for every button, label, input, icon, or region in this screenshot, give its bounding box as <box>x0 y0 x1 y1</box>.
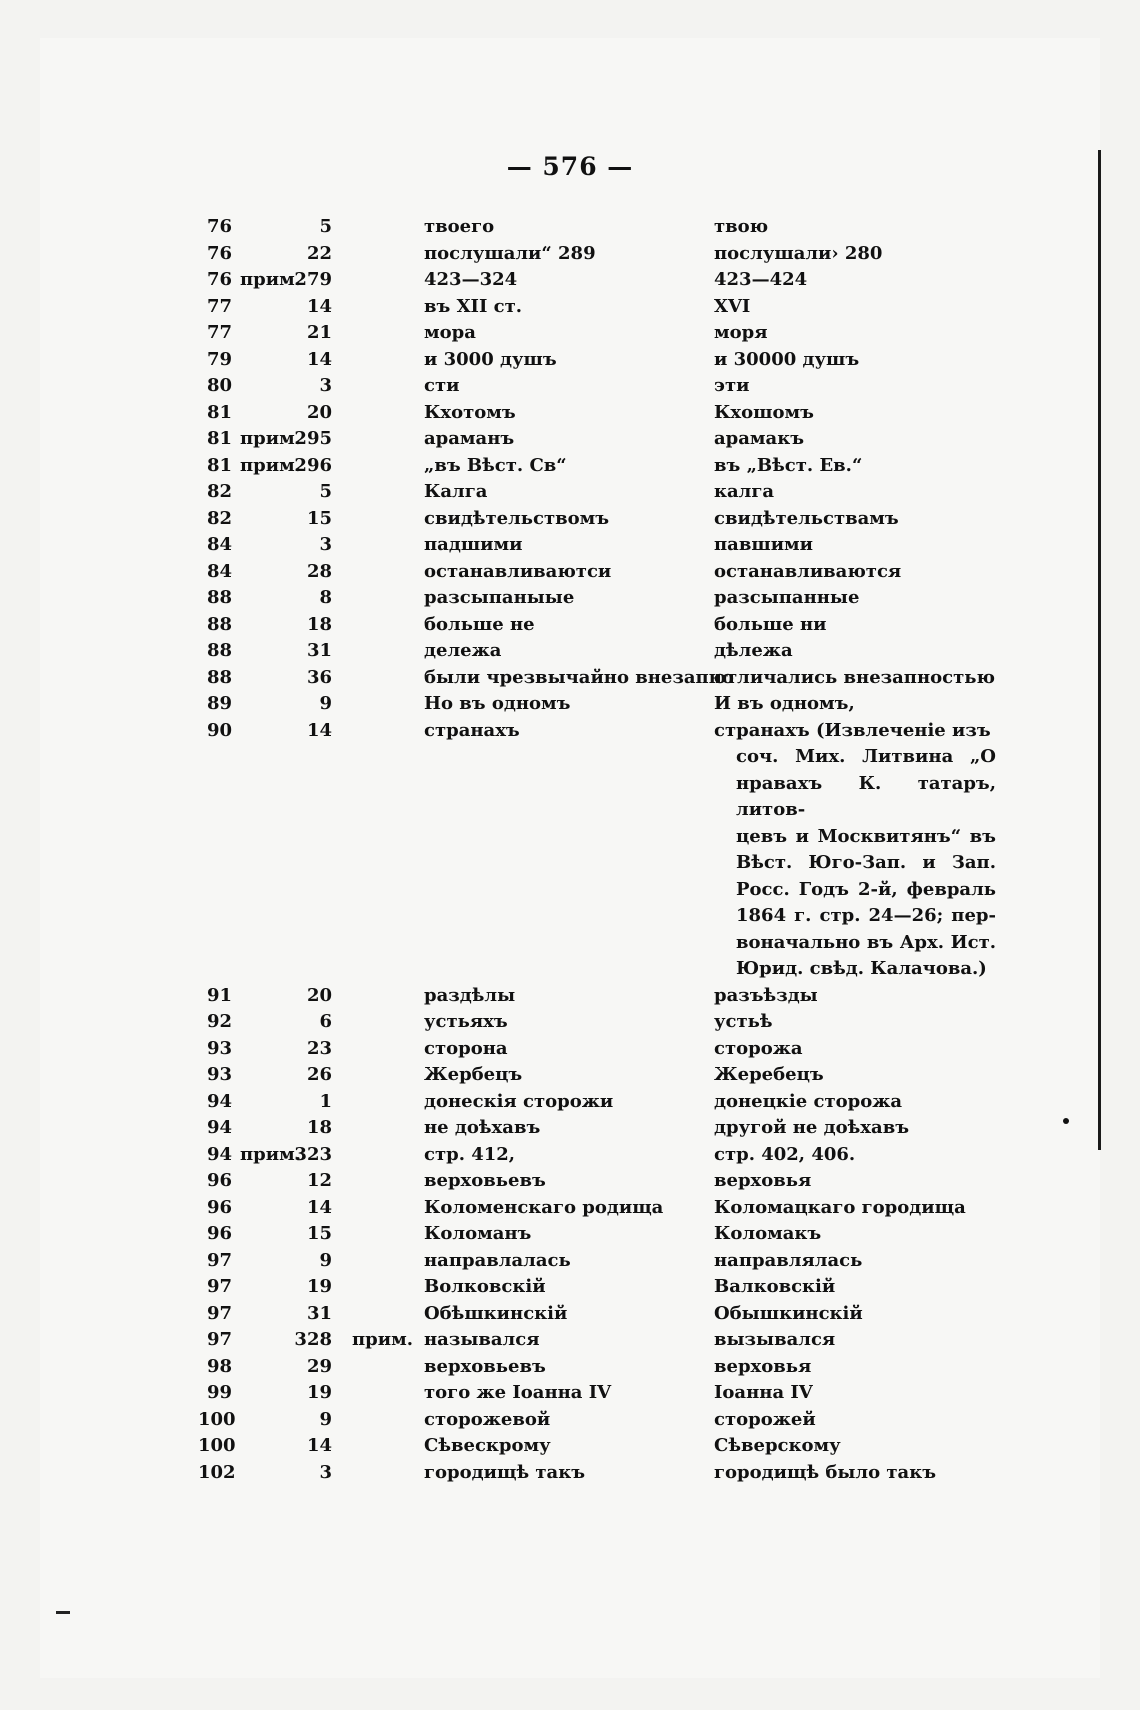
line-ref: 28 <box>306 560 332 582</box>
correct-text <box>714 691 996 718</box>
printed-text: направлалась <box>424 1249 571 1271</box>
correct-line: разсыпанные <box>714 587 860 608</box>
page-ref: 96 <box>206 1223 232 1244</box>
line-ref: 15 <box>306 1223 332 1244</box>
page-ref: 88 <box>206 666 232 688</box>
printed-text: Но въ одномъ <box>424 693 571 714</box>
line-ref: 29 <box>306 1355 332 1377</box>
printed-text: дележа <box>424 640 502 661</box>
printed-text: верховьевъ <box>424 1170 546 1191</box>
errata-row <box>198 214 1018 241</box>
errata-row <box>198 1195 1018 1222</box>
line-ref: 18 <box>306 613 332 635</box>
correct-text <box>714 665 996 692</box>
printed-text: падшими <box>424 534 523 555</box>
line-ref: 18 <box>306 1117 332 1138</box>
printed-text: разсыпаныые <box>424 587 575 608</box>
correct-line: XVI <box>714 295 751 317</box>
page-ref: 81 <box>206 401 232 423</box>
page-ref: 84 <box>206 560 232 582</box>
correct-line: Коломакъ <box>714 1223 822 1244</box>
errata-row <box>198 453 1018 480</box>
errata-row <box>198 347 1018 374</box>
page-ref: 97 <box>206 1329 232 1350</box>
correct-text <box>714 1009 996 1036</box>
errata-row <box>198 294 1018 321</box>
correct-line: 423—424 <box>714 269 808 290</box>
page-ref: 94 <box>206 1090 232 1112</box>
line-ref: 3 <box>319 375 332 396</box>
correct-continuation-line: воначально въ Арх. Ист. <box>736 931 996 953</box>
line-ref: 12 <box>306 1170 332 1191</box>
line-ref: 36 <box>306 666 332 688</box>
line-ref: 9 <box>319 1408 332 1430</box>
correct-text <box>714 1062 996 1089</box>
ink-dot <box>1063 1118 1069 1124</box>
note-marker: прим. <box>240 1143 302 1165</box>
printed-text: стр. 412, <box>424 1143 516 1165</box>
correct-text <box>714 532 996 559</box>
errata-row <box>198 1089 1018 1116</box>
errata-table <box>198 214 1018 1486</box>
page-ref: 76 <box>206 216 232 237</box>
errata-row <box>198 1460 1018 1487</box>
page-ref: 76 <box>206 242 232 264</box>
note-marker: прим. <box>240 428 302 449</box>
line-ref: 14 <box>306 295 332 317</box>
page-ref: 94 <box>206 1117 232 1138</box>
correct-line: дѣлежа <box>714 640 793 661</box>
correct-text <box>714 559 996 586</box>
page-ref: 93 <box>206 1064 232 1085</box>
errata-row <box>198 532 1018 559</box>
correct-line: Валковскій <box>714 1276 836 1297</box>
correct-line: странахъ (Извлеченіе изъ <box>714 719 991 741</box>
page-edge-line <box>1098 150 1101 1150</box>
line-ref: 5 <box>319 216 332 237</box>
correct-line: свидѣтельствамъ <box>714 507 899 529</box>
correct-text <box>714 1327 996 1354</box>
line-ref: 8 <box>319 587 332 608</box>
printed-text: того же Іоанна IV <box>424 1382 612 1403</box>
correct-text <box>714 585 996 612</box>
errata-row <box>198 665 1018 692</box>
line-ref: 3 <box>319 1461 332 1483</box>
page-number: — 576 — <box>506 152 634 181</box>
correct-text <box>714 1380 996 1407</box>
printed-text: больше не <box>424 613 535 635</box>
correct-line: Сѣверскому <box>714 1435 841 1456</box>
correct-text <box>714 612 996 639</box>
correct-line: и 30000 душъ <box>714 348 860 370</box>
correct-text <box>714 1301 996 1328</box>
correct-text <box>714 983 996 1010</box>
correct-text <box>714 718 996 983</box>
errata-row <box>198 1248 1018 1275</box>
errata-row <box>198 638 1018 665</box>
line-ref: 295 <box>294 428 332 449</box>
correct-text <box>714 241 996 268</box>
correct-line: верховья <box>714 1170 812 1191</box>
line-ref: 14 <box>306 1196 332 1218</box>
line-ref: 20 <box>306 401 332 423</box>
printed-text: не доѣхавъ <box>424 1117 541 1138</box>
correct-text <box>714 1460 996 1487</box>
printed-text: Коломенскаго родища <box>424 1196 664 1218</box>
correct-text <box>714 426 996 453</box>
line-ref: 22 <box>306 242 332 264</box>
correct-text <box>714 1433 996 1460</box>
correct-line: разъѣзды <box>714 984 818 1006</box>
printed-text: сти <box>424 375 460 396</box>
correct-text <box>714 1168 996 1195</box>
printed-text: раздѣлы <box>424 984 516 1006</box>
correct-text <box>714 479 996 506</box>
page-ref: 77 <box>206 322 232 343</box>
printed-text: останавливаютси <box>424 560 612 582</box>
line-ref: 19 <box>306 1382 332 1403</box>
correct-line: И въ одномъ, <box>714 693 855 714</box>
line-ref: 14 <box>306 719 332 741</box>
errata-row <box>198 426 1018 453</box>
page-ref: 80 <box>206 375 232 396</box>
correct-text <box>714 1115 996 1142</box>
page-ref: 90 <box>206 719 232 741</box>
page-ref: 82 <box>206 507 232 529</box>
errata-row <box>198 1354 1018 1381</box>
errata-row <box>198 479 1018 506</box>
line-ref: 296 <box>294 454 332 476</box>
printed-text: мора <box>424 322 476 343</box>
errata-row <box>198 1009 1018 1036</box>
page-ref: 84 <box>206 534 232 555</box>
note-suffix: прим. <box>352 1329 414 1350</box>
line-ref: 21 <box>306 322 332 343</box>
page-ref: 88 <box>206 613 232 635</box>
line-ref: 23 <box>306 1037 332 1059</box>
page-ref: 97 <box>206 1302 232 1324</box>
errata-row <box>198 1221 1018 1248</box>
page-ref: 79 <box>206 348 232 370</box>
errata-row <box>198 1380 1018 1407</box>
errata-row <box>198 241 1018 268</box>
page-ref: 88 <box>206 640 232 661</box>
line-ref: 14 <box>306 348 332 370</box>
correct-line: отличались внезапностью <box>714 666 995 688</box>
line-ref: 26 <box>306 1064 332 1085</box>
page-ref: 92 <box>206 1011 232 1032</box>
correct-text <box>714 1354 996 1381</box>
correct-line: устьѣ <box>714 1011 773 1032</box>
errata-row <box>198 691 1018 718</box>
errata-row <box>198 1433 1018 1460</box>
correct-line: другой не доѣхавъ <box>714 1117 910 1138</box>
line-ref: 279 <box>294 269 332 290</box>
correct-continuation-line: Росс. Годъ 2-й, февраль <box>736 878 996 900</box>
printed-text: Сѣвескрому <box>424 1435 551 1456</box>
line-ref: 1 <box>319 1090 332 1112</box>
correct-line: больше ни <box>714 613 827 635</box>
page-ref: 96 <box>206 1170 232 1191</box>
page-ref: 76 <box>206 269 232 290</box>
errata-row <box>198 267 1018 294</box>
printed-text: твоего <box>424 216 495 237</box>
correct-continuation-line: Вѣст. Юго-Зап. и Зап. <box>736 852 996 873</box>
correct-continuation-line: Юрид. свѣд. Калачова.) <box>736 958 987 979</box>
correct-text <box>714 373 996 400</box>
correct-text <box>714 1195 996 1222</box>
errata-row <box>198 320 1018 347</box>
correct-text <box>714 400 996 427</box>
page-ref: 100 <box>198 1408 236 1430</box>
line-ref: 5 <box>319 481 332 502</box>
printed-text: донескія сторожи <box>424 1090 614 1112</box>
correct-line: павшими <box>714 534 814 555</box>
correct-text <box>714 638 996 665</box>
correct-text <box>714 1248 996 1275</box>
page-ref: 100 <box>198 1435 236 1456</box>
correct-continuation-line: соч. Мих. Литвина „О <box>736 746 996 767</box>
correct-text <box>714 347 996 374</box>
page-ref: 102 <box>198 1461 236 1483</box>
note-marker: прим. <box>240 454 302 476</box>
correct-line: Коломацкаго городища <box>714 1196 966 1218</box>
correct-line: останавливаются <box>714 560 902 582</box>
line-ref: 6 <box>319 1011 332 1032</box>
printed-text: городищѣ такъ <box>424 1461 585 1483</box>
page-ref: 98 <box>206 1355 232 1377</box>
correct-line: въ „Вѣст. Ев.“ <box>714 454 863 476</box>
page-ref: 77 <box>206 295 232 317</box>
printed-text: сторона <box>424 1037 508 1059</box>
printed-text: сторожевой <box>424 1408 551 1430</box>
printed-text: верховьевъ <box>424 1355 546 1377</box>
correct-text <box>714 1036 996 1063</box>
correct-line: Обышкинскій <box>714 1302 863 1324</box>
correct-text <box>714 453 996 480</box>
page-ref: 99 <box>206 1382 232 1403</box>
line-ref: 328 <box>294 1329 332 1350</box>
printed-text: Коломанъ <box>424 1223 532 1244</box>
correct-line: эти <box>714 375 750 396</box>
printed-text: странахъ <box>424 719 520 741</box>
line-ref: 323 <box>294 1143 332 1165</box>
printed-text: назывался <box>424 1329 540 1350</box>
line-ref: 20 <box>306 984 332 1006</box>
correct-line: твою <box>714 216 769 237</box>
page-ref: 81 <box>206 428 232 449</box>
errata-row <box>198 559 1018 586</box>
correct-text <box>714 1221 996 1248</box>
correct-line: сторожа <box>714 1037 803 1059</box>
correct-text <box>714 320 996 347</box>
page-ref: 88 <box>206 587 232 608</box>
line-ref: 3 <box>319 534 332 555</box>
page-ref: 81 <box>206 454 232 476</box>
correct-line: верховья <box>714 1355 812 1377</box>
line-ref: 31 <box>306 1302 332 1324</box>
printed-text: Жербецъ <box>424 1064 523 1085</box>
page-ref: 97 <box>206 1276 232 1297</box>
correct-continuation-line: нравахъ К. татаръ, литов- <box>736 772 996 820</box>
line-ref: 31 <box>306 640 332 661</box>
printed-text: въ XII ст. <box>424 295 523 317</box>
errata-row <box>198 506 1018 533</box>
correct-line: городищѣ было такъ <box>714 1461 937 1483</box>
correct-line: моря <box>714 322 768 343</box>
correct-text <box>714 506 996 533</box>
margin-mark <box>56 1611 70 1614</box>
correct-text <box>714 294 996 321</box>
errata-row <box>198 373 1018 400</box>
note-marker: прим. <box>240 269 302 290</box>
errata-row <box>198 983 1018 1010</box>
printed-text: были чрезвычайно внезапно <box>424 666 734 688</box>
printed-text: араманъ <box>424 428 515 449</box>
correct-line: стр. 402, 406. <box>714 1143 856 1165</box>
line-ref: 14 <box>306 1435 332 1456</box>
printed-text: устьяхъ <box>424 1011 508 1032</box>
page-ref: 93 <box>206 1037 232 1059</box>
correct-line: Кхошомъ <box>714 401 814 423</box>
correct-continuation-line: цевъ и Москвитянъ“ въ <box>736 825 996 847</box>
correct-text <box>714 214 996 241</box>
errata-row <box>198 1062 1018 1089</box>
correct-line: послушали› 280 <box>714 242 883 264</box>
correct-line: калга <box>714 481 775 502</box>
errata-row <box>198 718 1018 983</box>
correct-text <box>714 1142 996 1169</box>
correct-line: арамакъ <box>714 428 805 449</box>
errata-row <box>198 585 1018 612</box>
errata-row <box>198 1327 1018 1354</box>
printed-text: 423—324 <box>424 269 518 290</box>
printed-text: Волковскій <box>424 1276 546 1297</box>
page-ref: 82 <box>206 481 232 502</box>
errata-row <box>198 1142 1018 1169</box>
correct-line: направлялась <box>714 1249 863 1271</box>
printed-text: Кхотомъ <box>424 401 516 423</box>
correct-line: сторожей <box>714 1408 816 1430</box>
correct-line: донецкіе сторожа <box>714 1090 903 1112</box>
errata-row <box>198 400 1018 427</box>
printed-text: „въ Вѣст. Св“ <box>424 454 567 476</box>
page-ref: 91 <box>206 984 232 1006</box>
printed-text: свидѣтельствомъ <box>424 507 610 529</box>
errata-row <box>198 612 1018 639</box>
correct-line: Жеребецъ <box>714 1064 824 1085</box>
errata-row <box>198 1168 1018 1195</box>
correct-text <box>714 267 996 294</box>
line-ref: 9 <box>319 1249 332 1271</box>
printed-text: послушали“ 289 <box>424 242 596 264</box>
line-ref: 9 <box>319 693 332 714</box>
errata-row <box>198 1115 1018 1142</box>
correct-line: вызывался <box>714 1329 836 1350</box>
printed-text: и 3000 душъ <box>424 348 557 370</box>
correct-text <box>714 1089 996 1116</box>
printed-text: Обѣшкинскій <box>424 1302 568 1324</box>
page-ref: 89 <box>206 693 232 714</box>
errata-row <box>198 1407 1018 1434</box>
correct-line: Іоанна IV <box>714 1382 813 1403</box>
line-ref: 19 <box>306 1276 332 1297</box>
printed-text: Калга <box>424 481 488 502</box>
errata-row <box>198 1274 1018 1301</box>
page-ref: 97 <box>206 1249 232 1271</box>
correct-continuation-line: 1864 г. стр. 24—26; пер- <box>736 905 996 926</box>
correct-text <box>714 1274 996 1301</box>
errata-row <box>198 1301 1018 1328</box>
line-ref: 15 <box>306 507 332 529</box>
correct-text <box>714 1407 996 1434</box>
errata-row <box>198 1036 1018 1063</box>
page-ref: 94 <box>206 1143 232 1165</box>
page-ref: 96 <box>206 1196 232 1218</box>
